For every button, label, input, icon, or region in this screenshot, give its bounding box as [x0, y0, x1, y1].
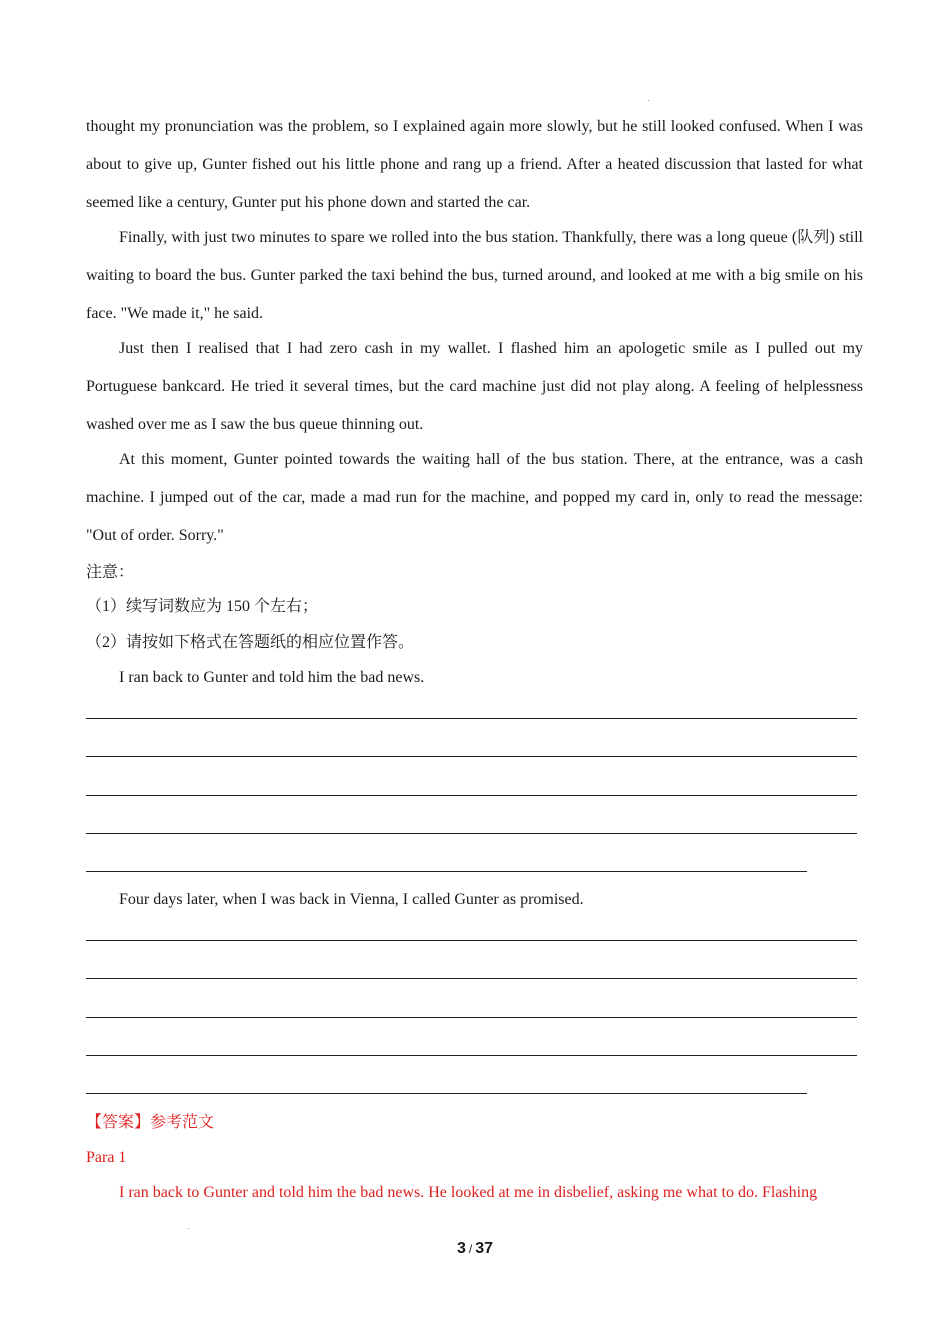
- story-paragraph-3: Just then I realised that I had zero cash in my wallet. I flashed him an apologetic smile as I pulled out my Portuguese bankcard. He tried it several times, but the card machine just did not play along. A feeling of helplessness washed over me as I saw the bus queue thinning out.: [86, 340, 863, 433]
- page-separator: /: [468, 1242, 473, 1256]
- answer-line: [86, 1017, 857, 1018]
- page-number: [0, 1240, 950, 1258]
- answer-line: [86, 940, 857, 941]
- answer-line: [86, 1093, 807, 1094]
- answer-line: [86, 718, 857, 719]
- answer-line: [86, 871, 807, 872]
- answer-para-text: I ran back to Gunter and told him the bad news. He looked at me in disbelief, asking me what to do. Flashing: [119, 1184, 818, 1201]
- answer-heading: 【答案】参考范文: [86, 1114, 215, 1131]
- answer-line: [86, 1055, 857, 1056]
- notes-item-1: （1）续写词数应为 150 个左右；: [86, 598, 319, 615]
- scan-speck: [648, 100, 649, 101]
- answer-line: [86, 833, 857, 834]
- total-page-count: 37: [475, 1240, 494, 1257]
- scan-speck: [188, 1228, 189, 1229]
- continuation-prompt-1: I ran back to Gunter and told him the bad news.: [119, 669, 425, 686]
- current-page-number: 3: [456, 1240, 466, 1257]
- continuation-prompt-2: Four days later, when I was back in Vienna, I called Gunter as promised.: [119, 891, 584, 908]
- answer-line: [86, 795, 857, 796]
- story-paragraph-4: At this moment, Gunter pointed towards the waiting hall of the bus station. There, at the entrance, was a cash machine. I jumped out of the car, made a mad run for the machine, and popped my card in, only to read the message: "Out of order. Sorry.": [86, 451, 863, 544]
- story-paragraph-2: Finally, with just two minutes to spare we rolled into the bus station. Thankfully, there was a long queue (队列) still waiting to board the bus. Gunter parked the taxi behind the bus, turned around, and looked at me with a big smile on his face. "We made it," he said.: [86, 229, 863, 322]
- notes-item-2: （2）请按如下格式在答题纸的相应位置作答。: [86, 634, 415, 651]
- story-paragraph-1: thought my pronunciation was the problem, so I explained again more slowly, but he still looked confused. When I was about to give up, Gunter fished out his little phone and rang up a friend. After a heated discussion that lasted for what seemed like a century, Gunter put his phone down and started the car.: [86, 118, 863, 211]
- answer-line: [86, 978, 857, 979]
- answer-para-label: Para 1: [86, 1149, 127, 1166]
- notes-heading: 注意：: [86, 564, 135, 581]
- answer-line: [86, 756, 857, 757]
